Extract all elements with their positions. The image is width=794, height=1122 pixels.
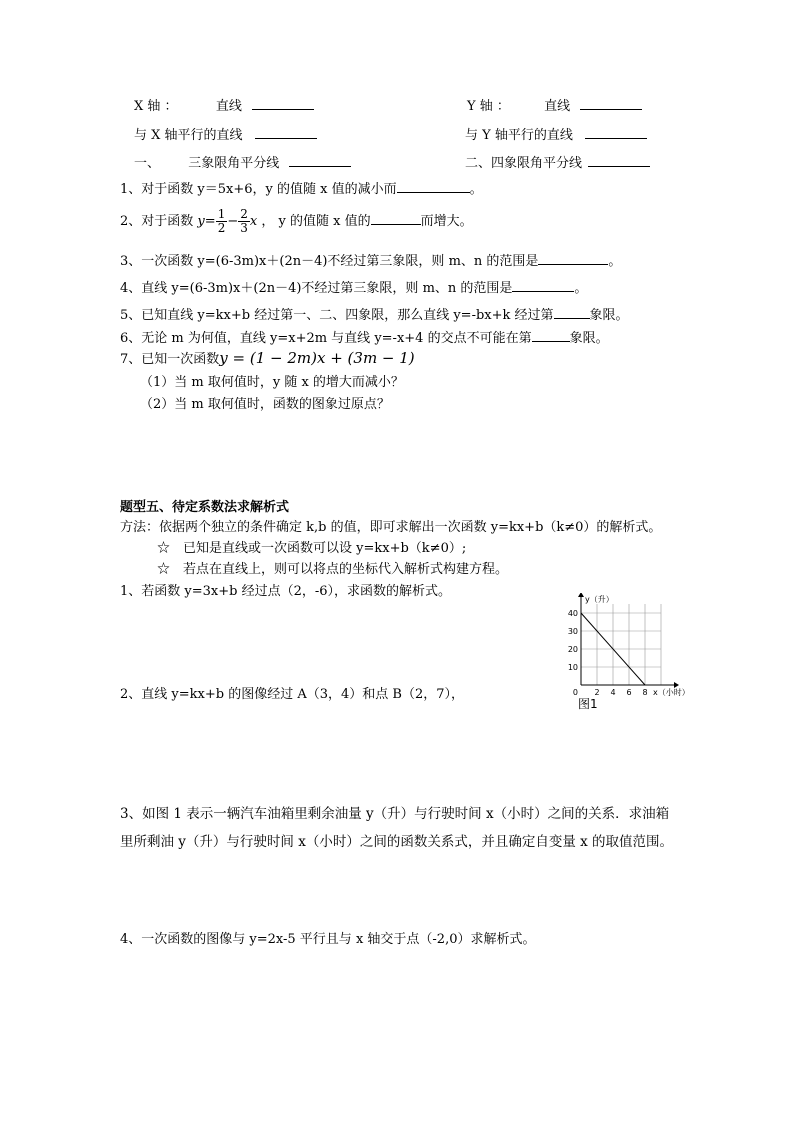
question-6: [120, 329, 609, 347]
answer-blank[interactable]: [255, 126, 317, 139]
fraction-two-thirds: [238, 208, 250, 235]
y-axis-label: Y 轴 ：: [467, 99, 510, 114]
question-1-text: 1、对于函数 y＝5x+6，y 的值随 x 值的减小而: [120, 182, 397, 197]
question-5-end: 象限。: [589, 308, 629, 323]
y-tick-label: 30: [567, 627, 578, 636]
question-7-text: 7、已知一次函数: [120, 352, 220, 367]
parallel-x-text: 与 X 轴平行的直线: [134, 128, 243, 143]
x-tick-label: 6: [626, 688, 632, 697]
answer-blank[interactable]: [554, 306, 590, 319]
question-2-end: 而增大。: [420, 214, 473, 229]
bisector-24-text: 二、四象限角平分线: [465, 156, 583, 171]
question-5-text: 5、已知直线 y=kx+b 经过第一、二、四象限，那么直线 y=-bx+k 经过第: [120, 308, 554, 323]
question-2-text: ， y 的值随 x 值的: [261, 214, 371, 229]
origin-label: 0: [572, 688, 578, 697]
y-axis-arrow: [578, 593, 584, 597]
question-7-formula: y = (1 − 2m)x + (3m − 1): [219, 349, 415, 367]
formula-equals: =: [204, 214, 216, 229]
y-axis-label: y（升）: [585, 595, 614, 604]
parallel-x-row: [134, 126, 317, 144]
fraction-numerator: 2: [240, 207, 248, 221]
question-1: [120, 180, 483, 198]
formula-x: x: [249, 214, 258, 229]
question-3-end: 。: [608, 254, 622, 269]
question-4-end: 。: [574, 281, 588, 296]
fraction-denominator: 3: [240, 221, 248, 235]
answer-blank[interactable]: [580, 97, 642, 110]
formula-y: y: [197, 214, 205, 229]
x-axis-line-text: 直线: [215, 99, 242, 114]
question-5: [120, 306, 629, 324]
question-4: [120, 279, 587, 297]
answer-blank[interactable]: [252, 97, 314, 110]
x-axis-row: [134, 97, 314, 115]
x-tick-label: 4: [610, 688, 616, 697]
answer-blank[interactable]: [585, 126, 647, 139]
bisector-24-row: [465, 154, 650, 172]
tip-2: ☆ 若点在直线上，则可以将点的坐标代入解析式构建方程。: [157, 562, 509, 577]
question-6-text: 6、无论 m 为何值，直线 y=x+2m 与直线 y=-x+4 的交点不可能在第: [120, 331, 532, 346]
problem-3-line-1: 3、如图 1 表示一辆汽车油箱里剩余油量 y（升）与行驶时间 x（小时）之间的关系．求油箱: [120, 806, 670, 822]
fraction-one-half: [216, 208, 228, 235]
answer-blank[interactable]: [588, 154, 650, 167]
question-3: [120, 252, 621, 270]
x-axis-label: X 轴 ：: [134, 99, 178, 114]
y-tick-label: 40: [567, 609, 578, 618]
answer-blank[interactable]: [289, 154, 351, 167]
method-text: 方法：依据两个独立的条件确定 k,b 的值，即可求解出一次函数 y=kx+b（k≠0）的解析式。: [120, 520, 662, 535]
answer-blank[interactable]: [538, 252, 608, 265]
bisector-13-row: [134, 154, 351, 172]
question-4-text: 4、直线 y=(6-3m)x＋(2n－4)不经过第三象限，则 m、n 的范围是: [120, 281, 513, 296]
question-2-prefix: 2、对于函数: [120, 214, 194, 229]
y-tick-label: 20: [567, 645, 578, 654]
question-6-end: 象限。: [569, 331, 609, 346]
question-7a: （1）当 m 取何值时，y 随 x 的增大而减小？: [140, 375, 404, 390]
answer-blank[interactable]: [532, 329, 570, 342]
x-tick-label: 2: [594, 688, 600, 697]
section-title: 题型五、待定系数法求解析式: [120, 500, 290, 515]
figure-caption: 图1: [578, 697, 598, 711]
question-7: [120, 350, 415, 368]
y-axis-line-text: 直线: [544, 99, 571, 114]
parallel-y-row: [465, 126, 647, 144]
question-2: [120, 205, 473, 239]
tip-1: ☆ 已知是直线或一次函数可以设 y=kx+b（k≠0）;: [157, 541, 467, 556]
problem-2: 2、直线 y=kx+b 的图像经过 A（3，4）和点 B（2，7），: [120, 687, 464, 702]
fraction-denominator: 2: [217, 221, 226, 235]
parallel-y-text: 与 Y 轴平行的直线: [465, 128, 573, 143]
problem-3-line-2: 里所剩油 y（升）与行驶时间 x（小时）之间的函数关系式，并且确定自变量 x 的取值范围。: [120, 834, 674, 850]
x-axis-label: x（小时）: [653, 688, 690, 697]
formula-minus: −: [227, 214, 239, 229]
answer-blank[interactable]: [397, 180, 470, 193]
x-tick-label: 8: [642, 688, 648, 697]
fuel-chart: [560, 593, 700, 715]
answer-blank[interactable]: [371, 212, 421, 225]
problem-4: 4、一次函数的图像与 y=2x-5 平行且与 x 轴交于点（-2,0）求解析式。: [120, 932, 536, 947]
fraction-numerator: 1: [217, 207, 226, 221]
bisector-13-text: 三象限角平分线: [188, 156, 280, 171]
y-axis-row: [467, 97, 642, 115]
question-1-end: 。: [469, 182, 483, 197]
question-7b: （2）当 m 取何值时，函数的图象过原点？: [140, 397, 390, 412]
question-3-text: 3、一次函数 y=(6-3m)x＋(2n－4)不经过第三象限，则 m、n 的范围是: [120, 254, 539, 269]
problem-1: 1、若函数 y=3x+b 经过点（2，-6），求函数的解析式。: [120, 584, 452, 599]
bisector-13-prefix: 一、: [134, 156, 161, 171]
answer-blank[interactable]: [512, 279, 574, 292]
y-tick-label: 10: [567, 663, 578, 672]
